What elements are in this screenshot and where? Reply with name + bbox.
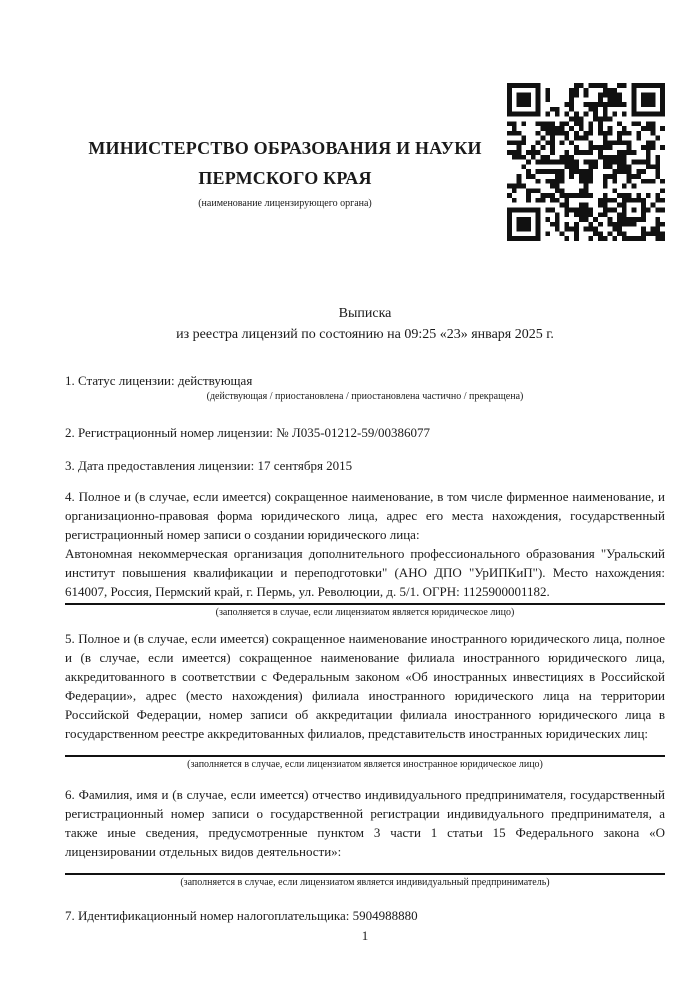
ministry-name-line1: МИНИСТЕРСТВО ОБРАЗОВАНИЯ И НАУКИ xyxy=(88,138,482,158)
item-7-taxpayer-number: 7. Идентификационный номер налогоплательщика: 5904988880 xyxy=(65,908,418,923)
item-3-license-date: 3. Дата предоставления лицензии: 17 сентября 2015 xyxy=(65,458,353,473)
item-4-legal-entity xyxy=(65,487,665,619)
ministry-caption: (наименование лицензирующего органа) xyxy=(198,198,372,209)
document-subtitle: из реестра лицензий по состоянию на 09:25 «23» января 2025 г. xyxy=(176,327,554,342)
item-5-foreign-entity xyxy=(65,629,665,771)
item-6-caption: (заполняется в случае, если лицензиатом является индивидуальный предприниматель) xyxy=(180,877,550,888)
qr-code-icon xyxy=(507,83,665,241)
item-2-registration-number: 2. Регистрационный номер лицензии: № Л035-01212-59/00386077 xyxy=(65,425,431,440)
fill-in-line xyxy=(65,873,665,875)
document-title-block xyxy=(65,303,665,345)
item-4-value: Автономная некоммерческая организация дополнительного профессионального образования "Уральский институт повышения квалификации и переподготовки" (АНО ДПО "УрИПКиП"). Место нахождения: 614007, Россия, Пермский край, г. Пермь, ул. Революции, д. 5/1. ОГРН: 1125900001182. xyxy=(65,546,665,599)
item-4-caption: (заполняется в случае, если лицензиатом является юридическое лицо) xyxy=(215,607,515,618)
item-1-license-status: 1. Статус лицензии: действующая xyxy=(65,373,253,388)
fill-in-line xyxy=(65,603,665,605)
blank-fill-area xyxy=(65,861,665,871)
extract-items xyxy=(65,372,665,924)
item-6-individual-entrepreneur xyxy=(65,785,665,889)
item-5-label: 5. Полное и (в случае, если имеется) сокращенное наименование иностранного юридического лица, полное и (в случае, если имеется) сокращенное наименование филиала иностранного юридического лица, аккредитованного в соответствии с Федеральным законом «Об иностранных инвестициях в Российской Федерации», адрес (место нахождения) филиала иностранного юридического лица на территории Российской Федерации, номер записи об аккредитации филиала иностранного юридического лица в государственном реестре аккредитованных филиалов, представительств иностранных юридических лиц: xyxy=(65,631,665,741)
document-header xyxy=(65,83,665,241)
fill-in-line xyxy=(65,755,665,757)
item-5-caption: (заполняется в случае, если лицензиатом является иностранное юридическое лицо) xyxy=(187,759,543,770)
page-number: 1 xyxy=(361,928,369,943)
licensing-authority-block xyxy=(65,83,505,210)
ministry-name-line2: ПЕРМСКОГО КРАЯ xyxy=(198,168,372,188)
item-6-label: 6. Фамилия, имя и (в случае, если имеется) отчество индивидуального предпринимателя, государственный регистрационный номер записи о государственной регистрации индивидуального предпринимателя, а также иные сведения, предусмотренные пунктом 3 части 1 статьи 15 Федерального закона «О лицензировании отдельных видов деятельности»: xyxy=(65,787,665,859)
blank-fill-area xyxy=(65,743,665,753)
item-4-label: 4. Полное и (в случае, если имеется) сокращенное наименование, в том числе фирменное наименование, и организационно-правовая форма юридического лица, адрес его места нахождения, государственный регистрационный номер записи о создании юридического лица: xyxy=(65,489,665,542)
document-title: Выписка xyxy=(338,306,392,321)
item-1-options-caption: (действующая / приостановлена / приостановлена частично / прекращена) xyxy=(206,391,524,402)
